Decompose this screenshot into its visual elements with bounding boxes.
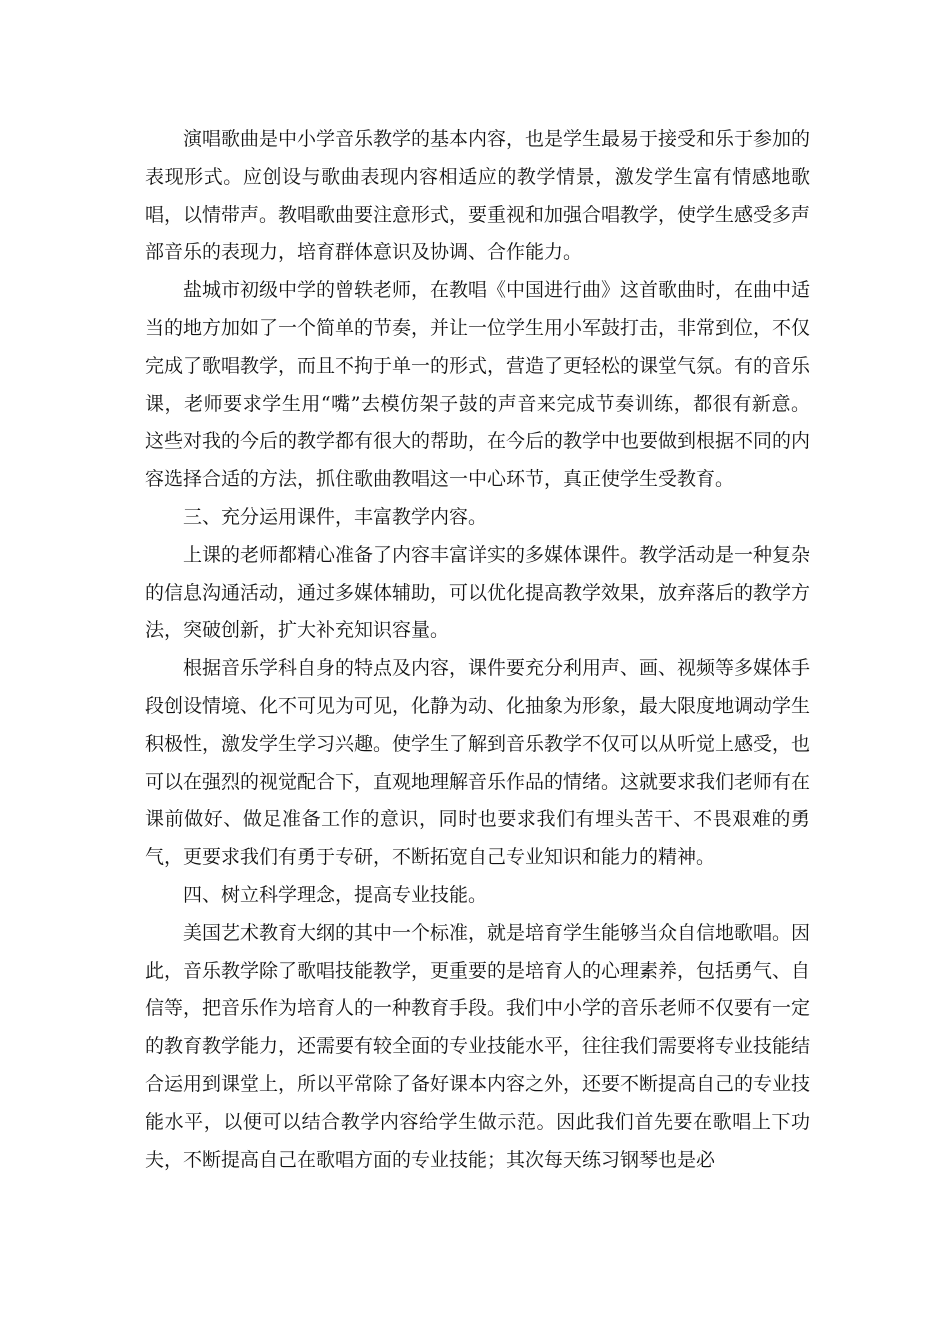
paragraph-teacher-example: 盐城市初级中学的曾轶老师，在教唱《中国进行曲》这首歌曲时，在曲中适当的地方加如了一个简单的节奏，并让一位学生用小军鼓打击，非常到位，不仅完成了歌唱教学，而且不拘于单一的形式，营造了更轻松的课堂气氛。有的音乐课，老师要求学生用“嘴”去模仿架子鼓的声音来完成节奏训练，都很有新意。这些对我的今后的教学都有很大的帮助，在今后的教学中也要做到根据不同的内容选择合适的方法，抓住歌曲教唱这一中心环节，真正使学生受教育。 [145,279,811,491]
paragraph-singing-teaching: 演唱歌曲是中小学音乐教学的基本内容，也是学生最易于接受和乐于参加的表现形式。应创设与歌曲表现内容相适应的教学情景，激发学生富有情感地歌唱，以情带声。教唱歌曲要注意形式，要重视和加强合唱教学，使学生感受多声部音乐的表现力，培育群体意识及协调、合作能力。 [145,128,811,264]
section-heading-professional-skills: 四、树立科学理念，提高专业技能。 [183,883,488,906]
paragraph-music-characteristics: 根据音乐学科自身的特点及内容，课件要充分利用声、画、视频等多媒体手段创设情境、化不可见为可见，化静为动、化抽象为形象，最大限度地调动学生积极性，激发学生学习兴趣。使学生了解到音乐教学不仅可以从听觉上感受，也可以在强烈的视觉配合下，直观地理解音乐作品的情绪。这就要求我们老师有在课前做好、做足准备工作的意识，同时也要求我们有埋头苦干、不畏艰难的勇气，更要求我们有勇于专研，不断拓宽自己专业知识和能力的精神。 [145,657,811,869]
section-heading-courseware: 三、充分运用课件，丰富教学内容。 [183,505,488,528]
paragraph-multimedia-courseware: 上课的老师都精心准备了内容丰富详实的多媒体课件。教学活动是一种复杂的信息沟通活动，通过多媒体辅助，可以优化提高教学效果，放弃落后的教学方法，突破创新，扩大补充知识容量。 [145,543,811,642]
document-body [145,121,810,1179]
paragraph-art-education-standard: 美国艺术教育大纲的其中一个标准，就是培育学生能够当众自信地歌唱。因此，音乐教学除了歌唱技能教学，更重要的是培育人的心理素养，包括勇气、自信等，把音乐作为培育人的一种教育手段。我们中小学的音乐老师不仅要有一定的教育教学能力，还需要有较全面的专业技能水平，往往我们需要将专业技能结合运用到课堂上，所以平常除了备好课本内容之外，还要不断提高自己的专业技能水平，以便可以结合教学内容给学生做示范。因此我们首先要在歌唱上下功夫，不断提高自己在歌唱方面的专业技能；其次每天练习钢琴也是必 [145,921,811,1171]
